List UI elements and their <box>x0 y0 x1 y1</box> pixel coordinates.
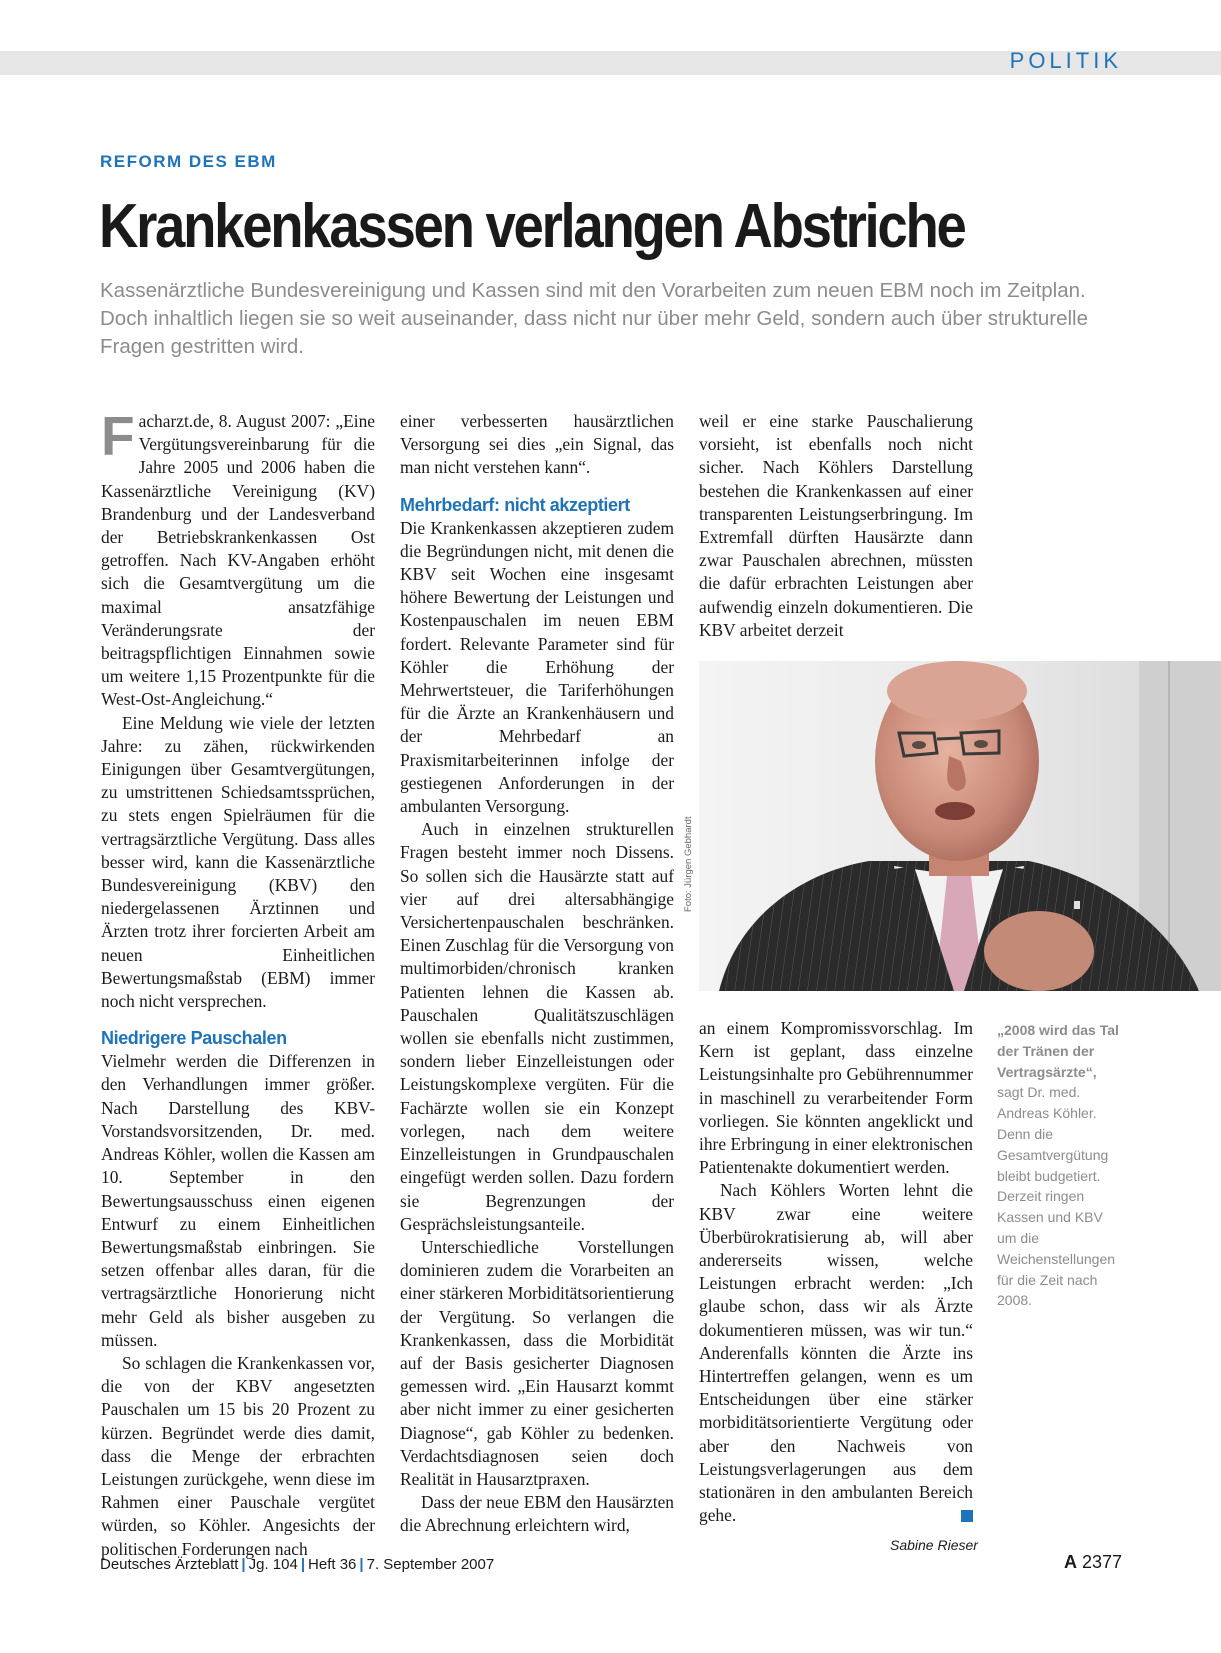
article-column-1 <box>101 405 375 1561</box>
article-paragraph: Eine Meldung wie viele der letzten Jahre: zu zähen, rückwirkenden Einigungen über Gesamtvergütungen, zu umstrittenen Schiedsamtssprüchen, zu stets engen Spielräumen für die vertragsärztliche Vergütung. Dass alles besser wird, kann die Kassenärztliche Bundesvereinigung (KBV) den niedergelassenen Ärztinnen und Ärzten trotz ihrer forcierten Arbeit am neuen Einheitlichen Bewertungsmaßstab (EBM) immer noch nicht versprechen. <box>101 712 375 1012</box>
article-paragraph: weil er eine starke Pauschalierung vorsieht, ist ebenfalls noch nicht sicher. Nach Köhlers Darstellung bestehen die Krankenkassen auf einer transparenten Leistungserbringung. Im Extremfall dürften Hausärzte dann zwar Pauschalen abrechnen, müssten die dafür erbrachten Leistungen aber aufwendig einzeln dokumentieren. Die KBV arbeitet derzeit <box>699 411 973 640</box>
article-paragraph: einer verbesserten hausärztlichen Versorgung sei dies „ein Signal, das man nicht verstehen kann“. <box>400 411 674 478</box>
caption-quote: „2008 wird das Tal der Tränen der Vertragsärzte“, <box>997 1022 1119 1080</box>
separator: | <box>359 1556 364 1573</box>
journal-date: 7. September 2007 <box>366 1556 495 1573</box>
subheading: Mehrbedarf: nicht akzeptiert <box>400 494 630 515</box>
article-paragraph: So schlagen die Krankenkassen vor, die von der KBV angesetzten Pauschalen um 15 bis 20 Prozent zu kürzen. Begründet werde dies damit, dass die Menge der erbrachten Leistungen zurückgehe, wenn diese im Rahmen einer Pauschale vergütet würden, so Köhler. Angesichts der politischen Forderungen nach <box>101 1352 375 1559</box>
subheading: Niedrigere Pauschalen <box>101 1028 287 1049</box>
article-paragraph: an einem Kompromissvorschlag. Im Kern ist geplant, dass einzelne Leistungsinhalte pro Gebührennummer in maschinell zu verarbeitender Form vorliegen. Sie könnten angeklickt und ihre Erbringung in einer elektronischen Patientenakte dokumentiert werden. <box>699 1018 973 1178</box>
separator: | <box>300 1556 306 1573</box>
article-paragraph: Die Krankenkassen akzeptieren zudem die Begründungen nicht, mit denen die KBV seit Wochen eine insgesamt höhere Bewertung der Leistungen und Kostenpauschalen im neuen EBM fordert. Relevante Parameter sind für Köhler die Erhöhung der Mehrwertsteuer, die Tariferhöhungen für die Ärzte an Krankenhäusern und der Mehrbedarf an Praxismitarbeiterinnen infolge der gestiegenen Anforderungen in der ambulanten Versorgung. <box>400 517 674 817</box>
article-paragraph: Nach Köhlers Worten lehnt die KBV zwar eine weitere Überbürokratisierung ab, will aber andererseits wissen, welche Leistungen erbracht werden: „Ich glaube schon, dass wir als Ärzte dokumentieren müssen, was wir tun.“ Anderenfalls könnten die Ärzte ins Hintertreffen gelangen, wenn es um Entscheidungen über eine stärker morbiditätsorientierte Vergütung oder aber den Nachweis von Leistungsverlagerungen aus dem stationären in den ambulanten Bereich gehe. <box>699 1180 973 1526</box>
photo-caption <box>997 1020 1125 1311</box>
caption-text: sagt Dr. med. Andreas Köhler. Denn die Gesamtvergütung bleibt budgetiert. Derzeit ringen Kassen und KBV um die Weichenstellungen für die Zeit nach 2008. <box>997 1084 1116 1309</box>
article-column-2 <box>400 410 674 1538</box>
article-column-3-bottom <box>699 1017 973 1527</box>
author-name: Sabine Rieser <box>890 1537 978 1553</box>
article-paragraph: Facharzt.de, 8. August 2007: „Eine Vergütungsvereinbarung für die Jahre 2005 und 2006 haben die Kassenärztliche Vereinigung (KV) Brandenburg und der Landesverband der Betriebskrankenkassen Ost getroffen. Nach KV-Angaben erhöht sich die Gesamtvergütung um die maximal ansatzfähige Veränderungsrate der beitragspflichtigen Einnahmen sowie um weitere 1,15 Prozentpunkte für die West-Ost-Angleichung.“ <box>101 405 375 710</box>
photo-credit: Foto: Jürgen Gebhardt <box>683 816 694 912</box>
portrait-photo <box>699 661 1221 991</box>
separator: | <box>241 1556 246 1573</box>
drop-cap: F <box>101 405 135 467</box>
page-number: A 2377 <box>1063 1552 1122 1572</box>
footer <box>100 1556 494 1573</box>
headline: Krankenkassen verlangen Abstriche <box>99 192 965 261</box>
portrait-illustration <box>699 661 1221 991</box>
article-paragraph: Vielmehr werden die Differenzen in den Verhandlungen immer größer. Nach Darstellung des KBV-Vorstandsvorsitzenden, Dr. med. Andreas Köhler, wollen die Kassen am 10. September in den Bewertungsausschuss einen eigenen Entwurf zu einem Einheitlichen Bewertungsmaßstab einbringen. Sie setzen offenbar alles daran, für die vertragsärztliche Honorierung nicht mehr Geld als bisher ausgeben zu müssen. <box>101 1051 375 1350</box>
journal-volume: Jg. 104 <box>248 1556 298 1573</box>
journal-name: Deutsches Ärzteblatt <box>100 1556 239 1573</box>
article-paragraph: Auch in einzelnen strukturellen Fragen besteht immer noch Dissens. So sollen sich die Hausärzte statt auf vier auf drei altersabhängige Versichertenpauschalen beschränken. Einen Zuschlag für die Versorgung von multimorbiden/chronisch kranken Patienten lehnen die Kassen ab. Pauschalen Qualitätszuschlägen wollen sie ebenfalls nicht zustimmen, sondern lieber Einzelleistungen oder Leistungskomplexe vergüten. Für die Fachärzte wollen sie ein Konzept vorlegen, nach dem weitere Einzelleistungen in Grundpauschalen eingefügt werden sollen. Dazu fordern sie Begrenzungen der Gesprächsleistungsanteile. <box>400 819 674 1234</box>
article-column-3-top <box>699 410 973 642</box>
article-paragraph: Dass der neue EBM den Hausärzten die Abrechnung erleichtern wird, <box>400 1492 674 1536</box>
lead-paragraph: Kassenärztliche Bundesvereinigung und Kassen sind mit den Vorarbeiten zum neuen EBM noch im Zeitplan. Doch inhaltlich liegen sie so weit auseinander, dass nicht nur über mehr Geld, sondern auch über strukturelle Fragen gestritten wird. <box>100 279 1088 358</box>
kicker: REFORM DES EBM <box>100 152 277 171</box>
section-label: POLITIK <box>1009 48 1122 73</box>
article-paragraph: Unterschiedliche Vorstellungen dominieren zudem die Vorarbeiten an einer stärkeren Morbiditätsorientierung der Vergütung. So verlangen die Krankenkassen, dass die Morbidität auf der Basis gesicherter Diagnosen gemessen wird. „Ein Hausarzt kommt aber nicht immer zu einer gesicherten Diagnose“, gab Köhler zu bedenken. Verdachtsdiagnosen seien doch Realität in Hausarztpraxen. <box>400 1236 674 1489</box>
end-mark-icon <box>961 1510 973 1522</box>
journal-issue: Heft 36 <box>308 1556 357 1573</box>
